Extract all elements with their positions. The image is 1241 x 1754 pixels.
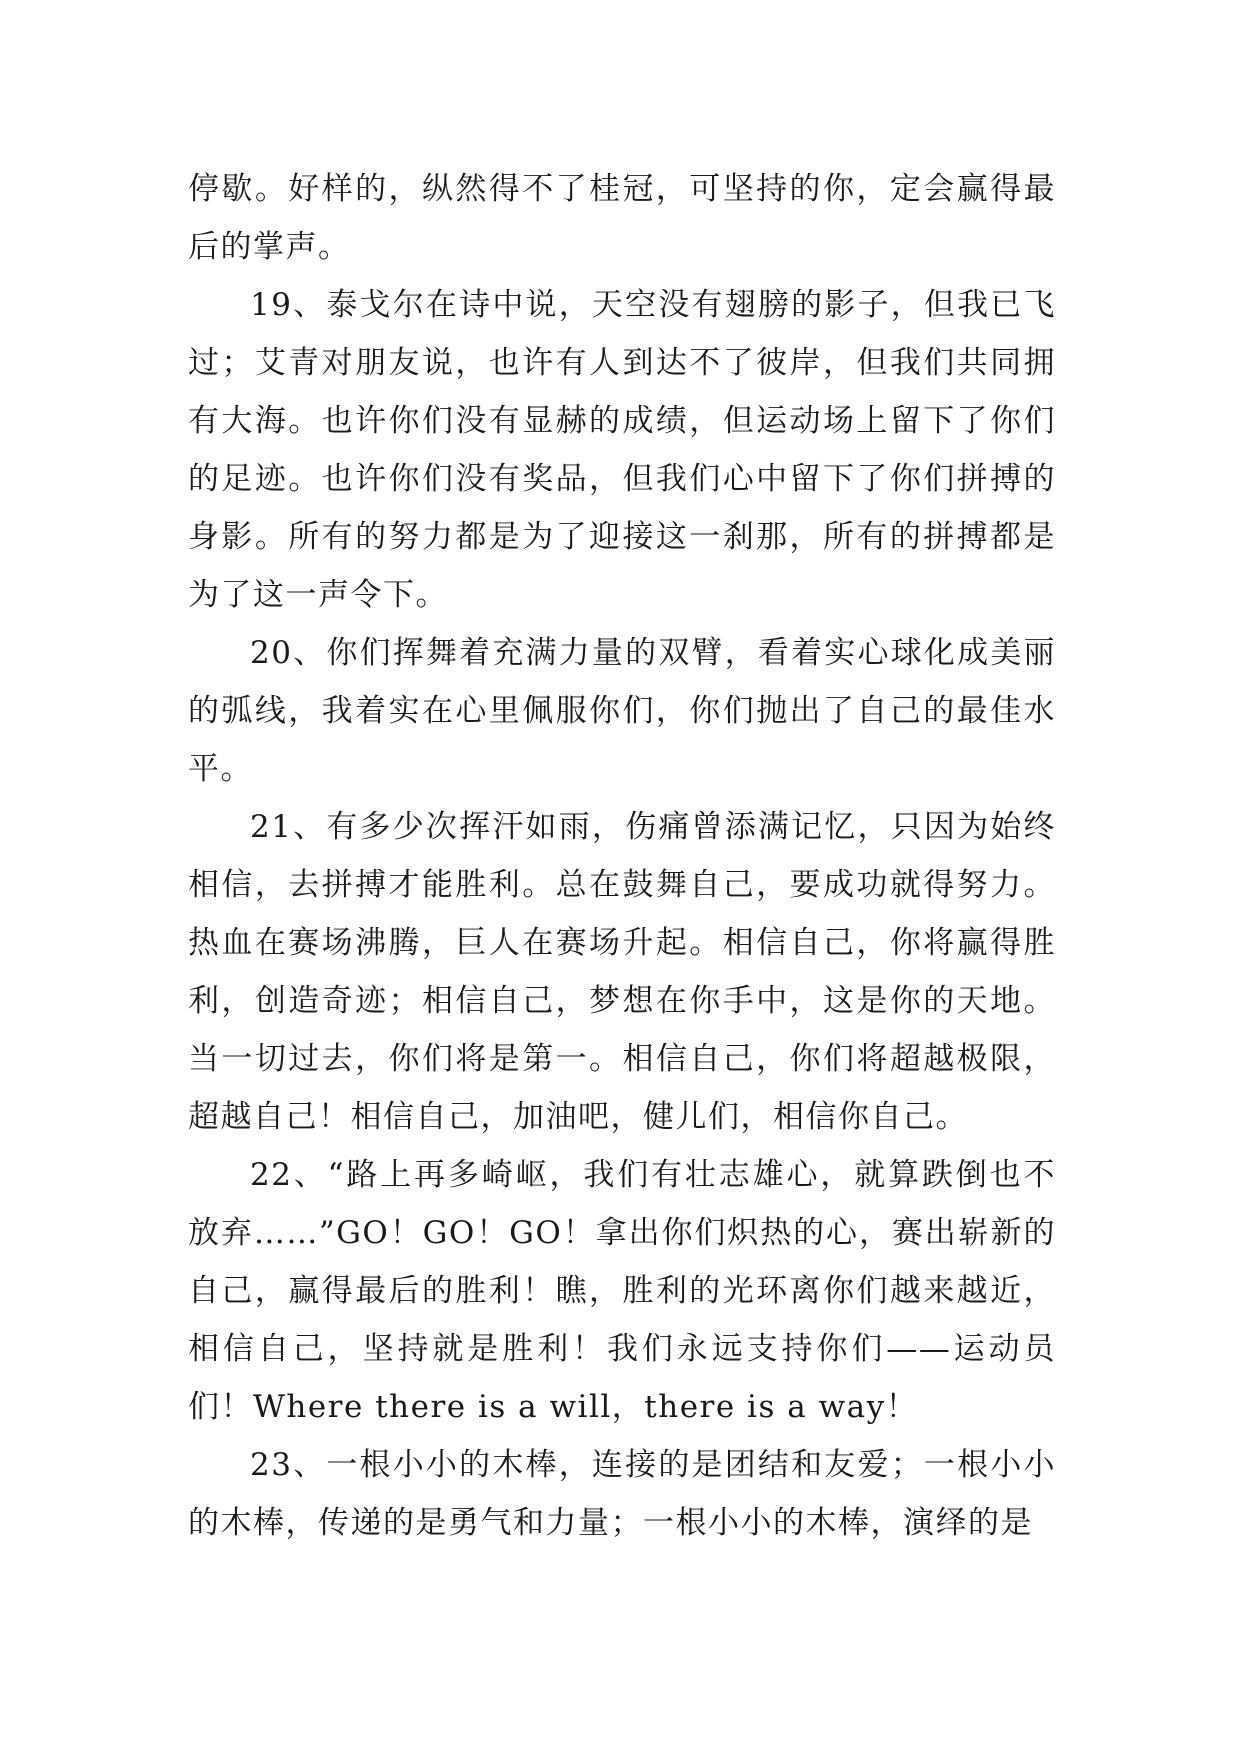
paragraph-23-beginning: 23、一根小小的木棒，连接的是团结和友爱；一根小小的木棒，传递的是勇气和力量；一根小小的木棒，演绎的是 bbox=[188, 1447, 1056, 1541]
paragraph-18-ending: 停歇。好样的，纵然得不了桂冠，可坚持的你，定会赢得最后的掌声。 bbox=[188, 171, 1056, 265]
paragraph-22: 22、“路上再多崎岖，我们有壮志雄心，就算跌倒也不放弃……”GO！GO！GO！拿出你们炽热的心，赛出崭新的自己，赢得最后的胜利！瞧，胜利的光环离你们越来越近，相信自己，坚持就是胜利！我们永远支持你们——运动员们！Where there is a will，there is a way！ bbox=[188, 1157, 1056, 1425]
paragraph-19: 19、泰戈尔在诗中说，天空没有翅膀的影子，但我已飞过；艾青对朋友说，也许有人到达不了彼岸，但我们共同拥有大海。也许你们没有显赫的成绩，但运动场上留下了你们的足迹。也许你们没有奖品，但我们心中留下了你们拼搏的身影。所有的努力都是为了迎接这一刹那，所有的拼搏都是为了这一声令下。 bbox=[188, 287, 1056, 613]
paragraph-21: 21、有多少次挥汗如雨，伤痛曾添满记忆，只因为始终相信，去拼搏才能胜利。总在鼓舞自己，要成功就得努力。热血在赛场沸腾，巨人在赛场升起。相信自己，你将赢得胜利，创造奇迹；相信自己，梦想在你手中，这是你的天地。当一切过去，你们将是第一。相信自己，你们将超越极限，超越自己！相信自己，加油吧，健儿们，相信你自己。 bbox=[188, 809, 1056, 1135]
paragraph-20: 20、你们挥舞着充满力量的双臂，看着实心球化成美丽的弧线，我着实在心里佩服你们，你们抛出了自己的最佳水平。 bbox=[188, 635, 1056, 787]
document-body bbox=[188, 160, 1056, 1552]
